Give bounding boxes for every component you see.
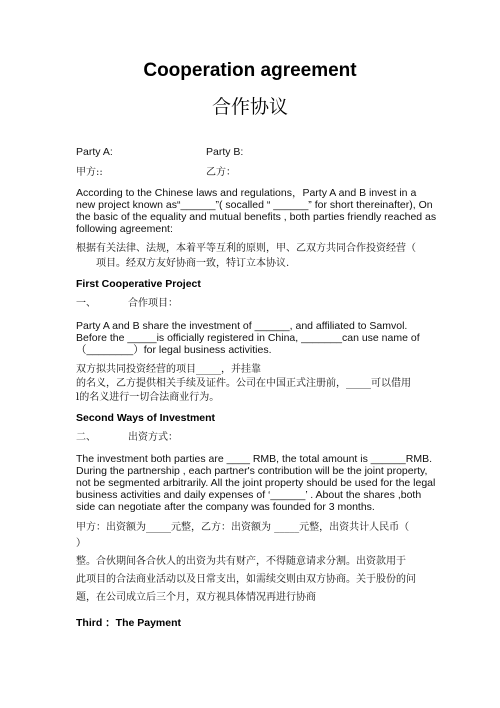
party-b-label: Party B: [206, 146, 244, 158]
s2-en-line-1: The investment both parties are ____ RMB, the total amount is ______RMB. [76, 453, 433, 465]
section-2-heading: Second Ways of Investment [76, 412, 216, 424]
title-english: Cooperation agreement [143, 60, 357, 81]
section-1-heading: First Cooperative Project [76, 278, 201, 290]
s2-zh-line-2: ） [76, 538, 86, 549]
s2-en-line-5: side can negotiate after the company was founded for 3 months. [76, 501, 375, 513]
title-chinese: 合作协议 [211, 96, 288, 118]
s1-en-line-1: Party A and B share the investment of ______, and affiliated to Samvol. [76, 320, 408, 332]
s1-zh-line-1: 双方拟共同投资经营的项目_____，并挂靠 [76, 364, 261, 375]
section-1-zh-number: 一、 [76, 298, 96, 309]
section-1-zh-heading: 合作项目： [128, 298, 178, 309]
s1-en-line-2: Before the _____is officially registered in China, _______can use name of [76, 332, 420, 344]
s2-zh-line-5: 题，在公司成立后三个月，双方视具体情况再进行协商 [76, 592, 316, 603]
s2-en-line-3: not be segmented arbitrarily. All the joint property should be used for the legal [76, 477, 436, 489]
section-2-zh-number: 二、 [76, 432, 96, 443]
s2-zh-line-4: 此项目的合法商业活动以及日常支出，如需续交则由双方协商。关于股份的问 [76, 574, 416, 585]
intro-zh-line-1: 根据有关法律、法规，本着平等互利的原则，甲、乙双方共同合作投资经营（ [76, 243, 416, 254]
intro-en-line-1: According to the Chinese laws and regulations，Party A and B invest in a [76, 187, 417, 199]
s2-en-line-2: During the partnership , each partner's contribution will be the joint property, [76, 465, 428, 477]
section-3-heading: Third ：The Payment [76, 617, 182, 629]
s2-zh-line-3: 整。合伙期间各合伙人的出资为共有财产，不得随意请求分割。出资款用于 [76, 556, 406, 567]
s1-en-line-3: （________）for legal business activities. [76, 344, 272, 356]
intro-en-line-2: new project known as“______”( socalled “ ______” for short thereinafter), On [76, 199, 433, 211]
party-a-label: Party A: [76, 146, 113, 158]
s2-zh-line-1: 甲方：出资额为_____元整，乙方：出资额为 _____元整，出资共计人民币（ [76, 522, 410, 533]
party-a-zh: 甲方:: [76, 167, 103, 178]
s1-zh-line-3: l的名义进行一切合法商业行为。 [76, 392, 220, 403]
intro-zh-line-2: 项目。经双方友好协商一致，特订立本协议. [96, 258, 290, 269]
intro-en-line-3: the basic of the equality and mutual benefits , both parties friendly reached as [76, 211, 437, 223]
section-2-zh-heading: 出资方式： [128, 432, 178, 443]
s2-en-line-4: business activities and daily expenses of ‘______’ . About the shares ,both [76, 489, 422, 501]
intro-en-line-4: following agreement: [76, 223, 173, 235]
s1-zh-line-2: 的名义，乙方提供相关手续及证件。公司在中国正式注册前，_____可以借用 [76, 378, 411, 389]
party-b-zh: 乙方： [206, 167, 236, 178]
